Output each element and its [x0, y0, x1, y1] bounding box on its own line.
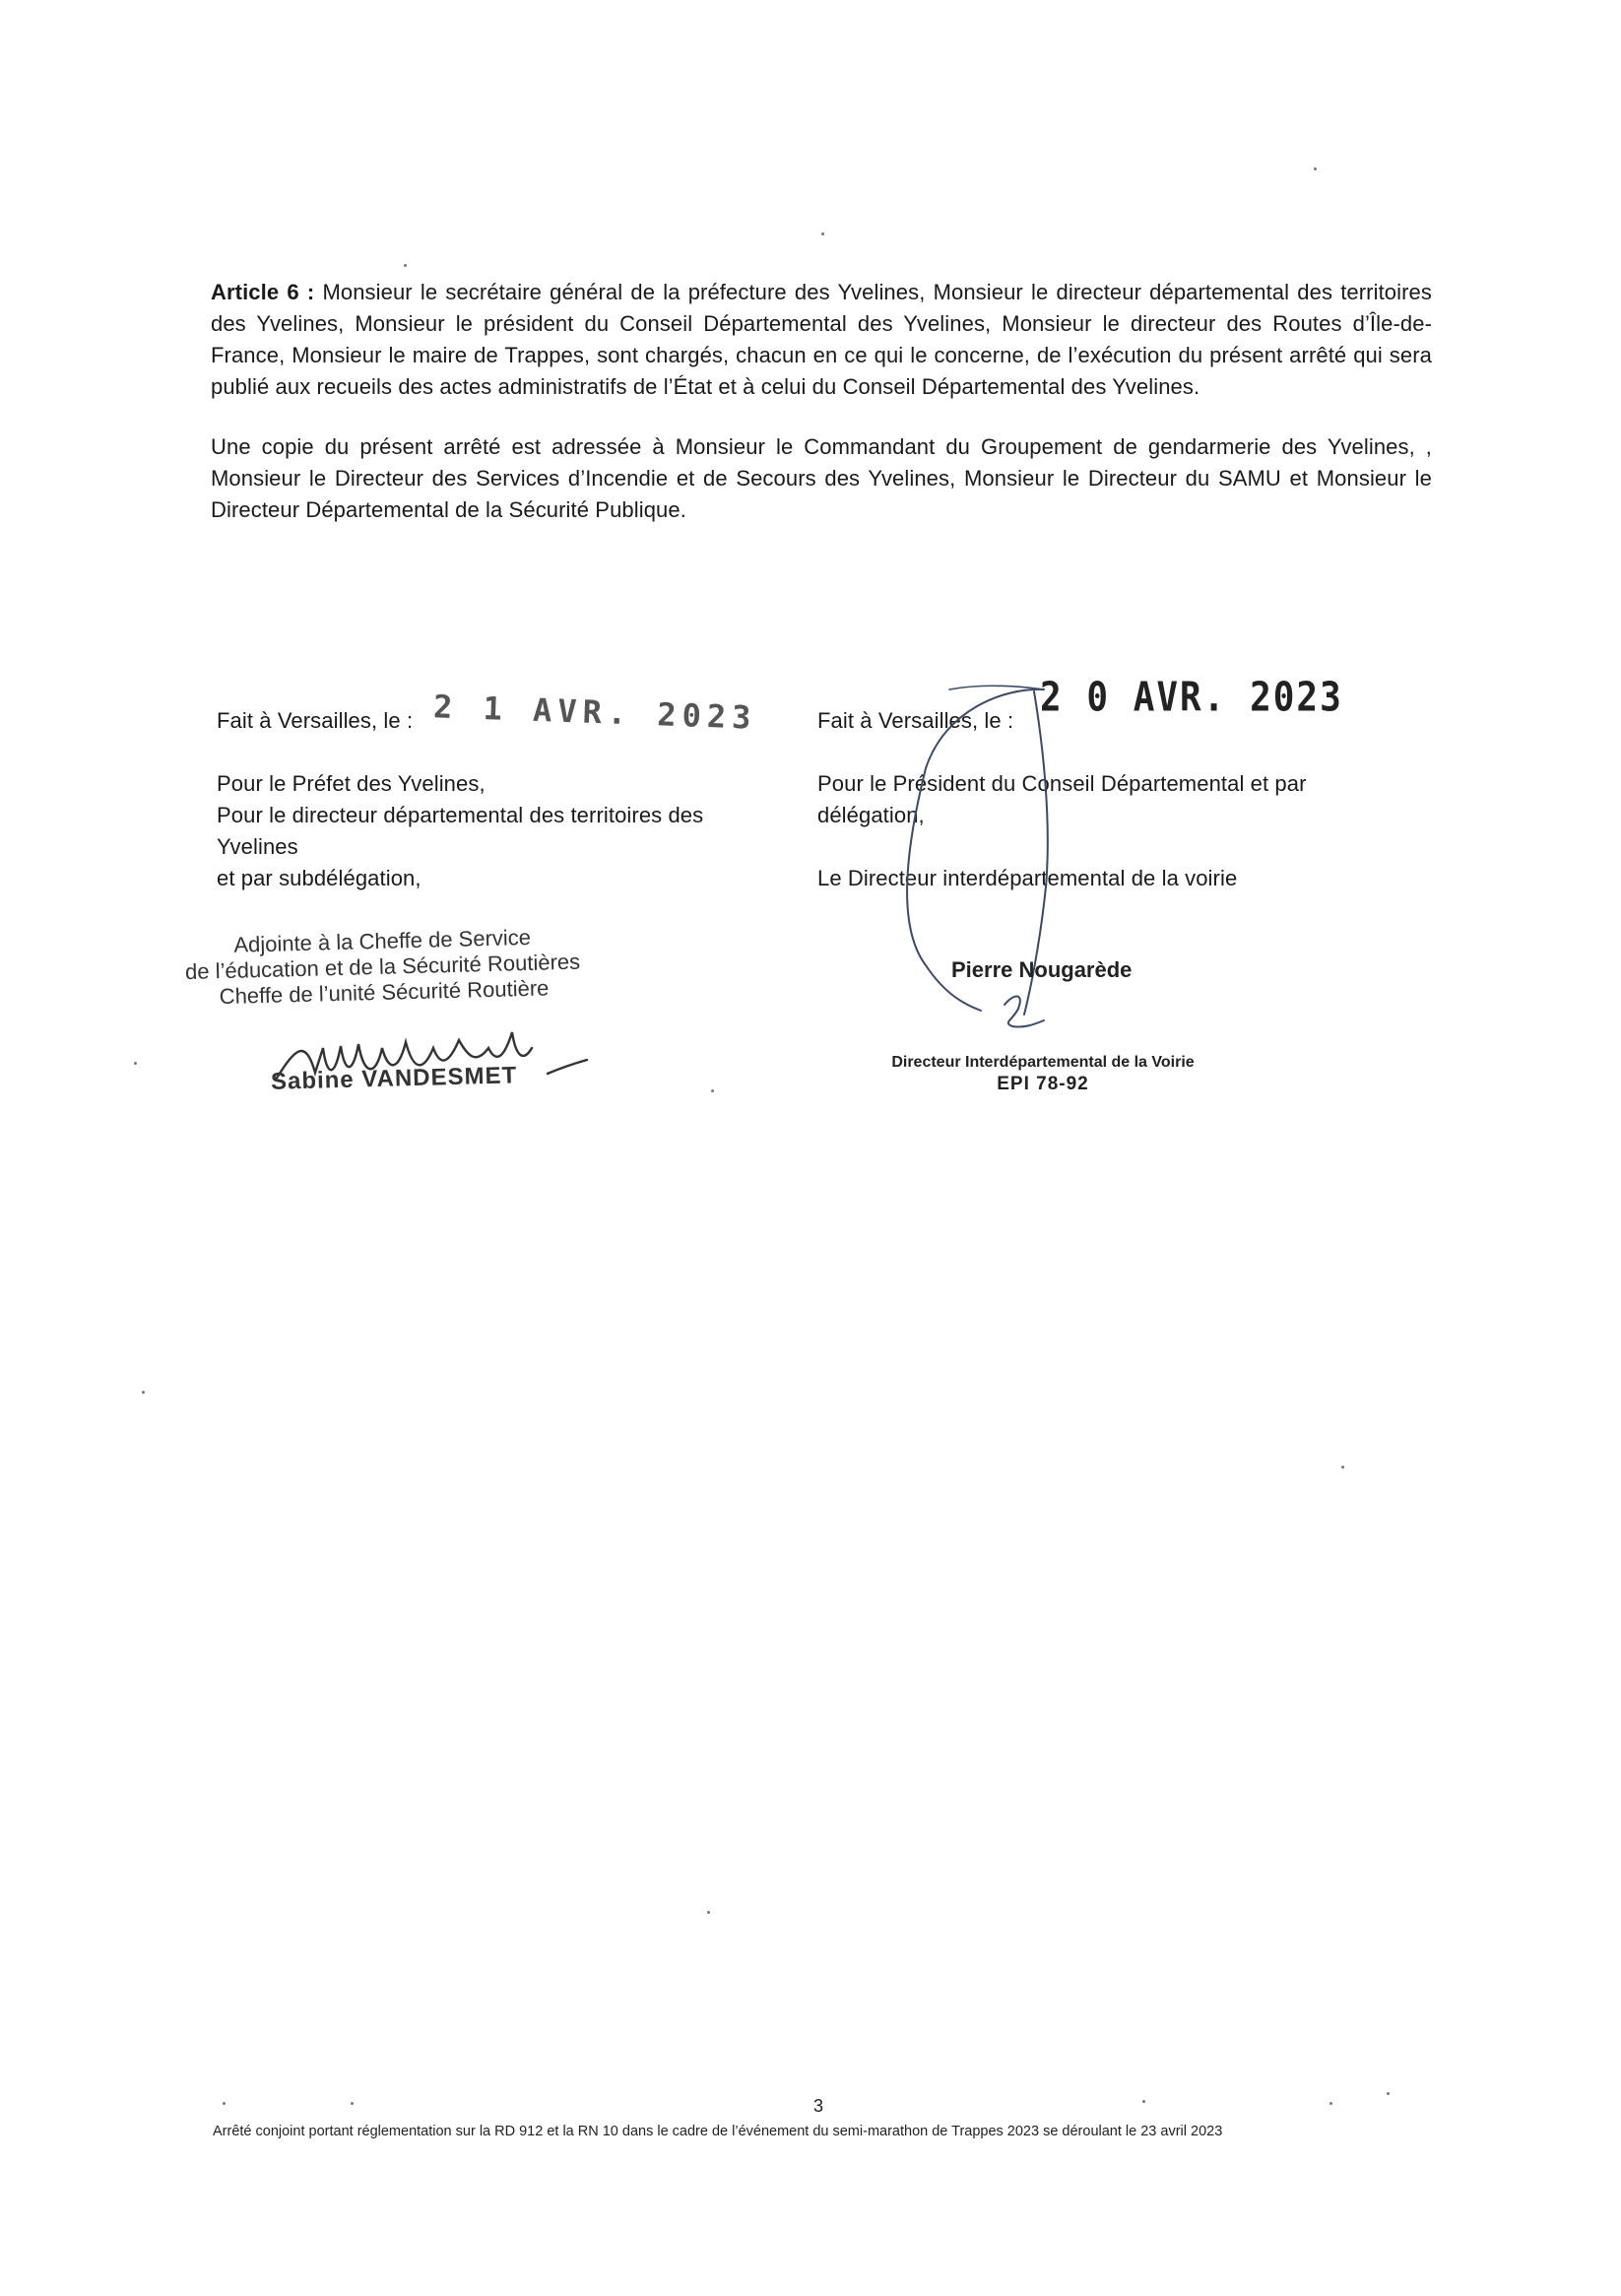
- page-number: 3: [813, 2096, 824, 2116]
- right-signer-name: Pierre Nougarède: [951, 957, 1133, 982]
- left-stamp-line-2: de l’éducation et de la Sécurité Routières: [184, 949, 581, 985]
- right-role-line: Le Directeur interdépartemental de la voirie: [817, 866, 1238, 890]
- copy-notice-text: Une copie du présent arrêté est adressée à Monsieur le Commandant du Groupement de gendarmerie des Yvelines, , Monsieur le Directeur des Services d’Incendie et de Secours des Yvelines, Monsieur le Directeur du SAMU et Monsieur le Directeur Départemental de la Sécurité Publique.: [211, 434, 1432, 522]
- left-line-2: Pour le directeur départemental des territoires des: [217, 803, 704, 827]
- right-stamp-unit: EPI 78-92: [997, 1074, 1089, 1094]
- article-6-paragraph: [211, 277, 1432, 403]
- right-handwritten-signature: [886, 680, 1083, 1054]
- left-stamp-line-3: Cheffe de l’unité Sécurité Routière: [219, 975, 550, 1010]
- right-line-2: délégation,: [817, 803, 925, 827]
- footer-text: Arrêté conjoint portant réglementation sur la RD 912 et la RN 10 dans le cadre de l’événement du semi-marathon de Trappes 2023 se déroulant le 23 avril 2023: [213, 2124, 1223, 2139]
- left-line-3: Yvelines: [217, 834, 298, 859]
- right-stamp-title: Directeur Interdépartemental de la Voirie: [891, 1054, 1195, 1071]
- right-date-stamp: 2 0 AVR. 2023: [1040, 674, 1343, 722]
- right-official-stamp: [880, 1052, 1205, 1095]
- left-line-4: et par subdélégation,: [217, 866, 421, 890]
- left-official-stamp: [157, 921, 671, 1095]
- right-place-line: Fait à Versailles, le :: [817, 708, 1014, 733]
- article-6-text: Monsieur le secrétaire général de la préfecture des Yvelines, Monsieur le directeur départemental des territoires des Yvelines, Monsieur le président du Conseil Départemental des Yvelines, Monsieur le directeur des Routes d’Île-de-France, Monsieur le maire de Trappes, sont chargés, chacun en ce qui le concerne, de l’exécution du présent arrêté qui sera publié aux recueils des actes administratifs de l’État et à celui du Conseil Départemental des Yvelines.: [211, 280, 1432, 399]
- left-stamp-line-1: Adjointe à la Cheffe de Service: [233, 924, 532, 957]
- copy-notice-paragraph: [211, 431, 1432, 526]
- left-date-stamp: 2 1 AVR. 2023: [432, 688, 758, 737]
- article-6-label: Article 6 :: [211, 280, 315, 304]
- left-place-line: Fait à Versailles, le :: [217, 708, 414, 733]
- left-handwritten-signature: [266, 1018, 591, 1097]
- right-line-1: Pour le Président du Conseil Départemental et par: [817, 771, 1307, 796]
- left-signer-name: Sabine VANDESMET: [270, 1062, 518, 1095]
- left-line-1: Pour le Préfet des Yvelines,: [217, 771, 486, 796]
